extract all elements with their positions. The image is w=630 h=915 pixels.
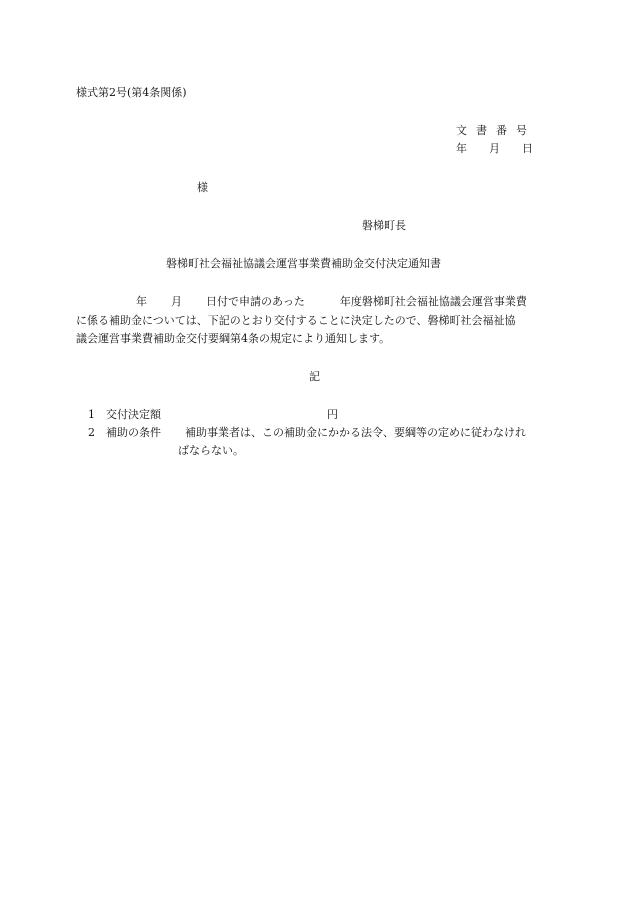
date-year-label: 年	[456, 142, 467, 155]
list-item	[88, 427, 526, 438]
ki-heading: 記	[309, 370, 320, 383]
item-value: 補助事業者は、この補助金にかかる法令、要綱等の定めに従わなけれ	[185, 426, 526, 439]
item-value: 円	[327, 408, 338, 421]
item-value-continuation: ばならない。	[178, 444, 244, 457]
item-label: 補助の条件	[106, 426, 161, 439]
body-month-label: 月	[171, 295, 182, 308]
body-line-3: 議会運営事業費補助金交付要綱第4条の規定により通知します。	[76, 332, 391, 345]
item-number: 2	[88, 426, 95, 439]
body-line-1	[76, 296, 527, 307]
item-number: 1	[88, 408, 95, 421]
document-number-label: 文書番号	[456, 124, 536, 137]
body-year-label: 年	[136, 295, 147, 308]
issuer-name: 磐梯町長	[362, 219, 406, 232]
date-month-label: 月	[489, 142, 500, 155]
issue-date	[456, 143, 533, 154]
item-label: 交付決定額	[106, 408, 161, 421]
body-date-phrase: 日付で申請のあった	[206, 295, 305, 308]
list-item	[88, 409, 338, 420]
body-line-2: に係る補助金については、下記のとおり交付することに決定したので、磐梯町社会福祉協	[76, 314, 516, 327]
body-line-1-tail: 年度磐梯町社会福祉協議会運営事業費	[339, 295, 527, 308]
document-title: 磐梯町社会福祉協議会運営事業費補助金交付決定通知書	[166, 257, 441, 270]
form-number: 様式第2号(第4条関係)	[76, 86, 187, 99]
addressee-suffix: 様	[197, 181, 208, 194]
date-day-label: 日	[522, 142, 533, 155]
